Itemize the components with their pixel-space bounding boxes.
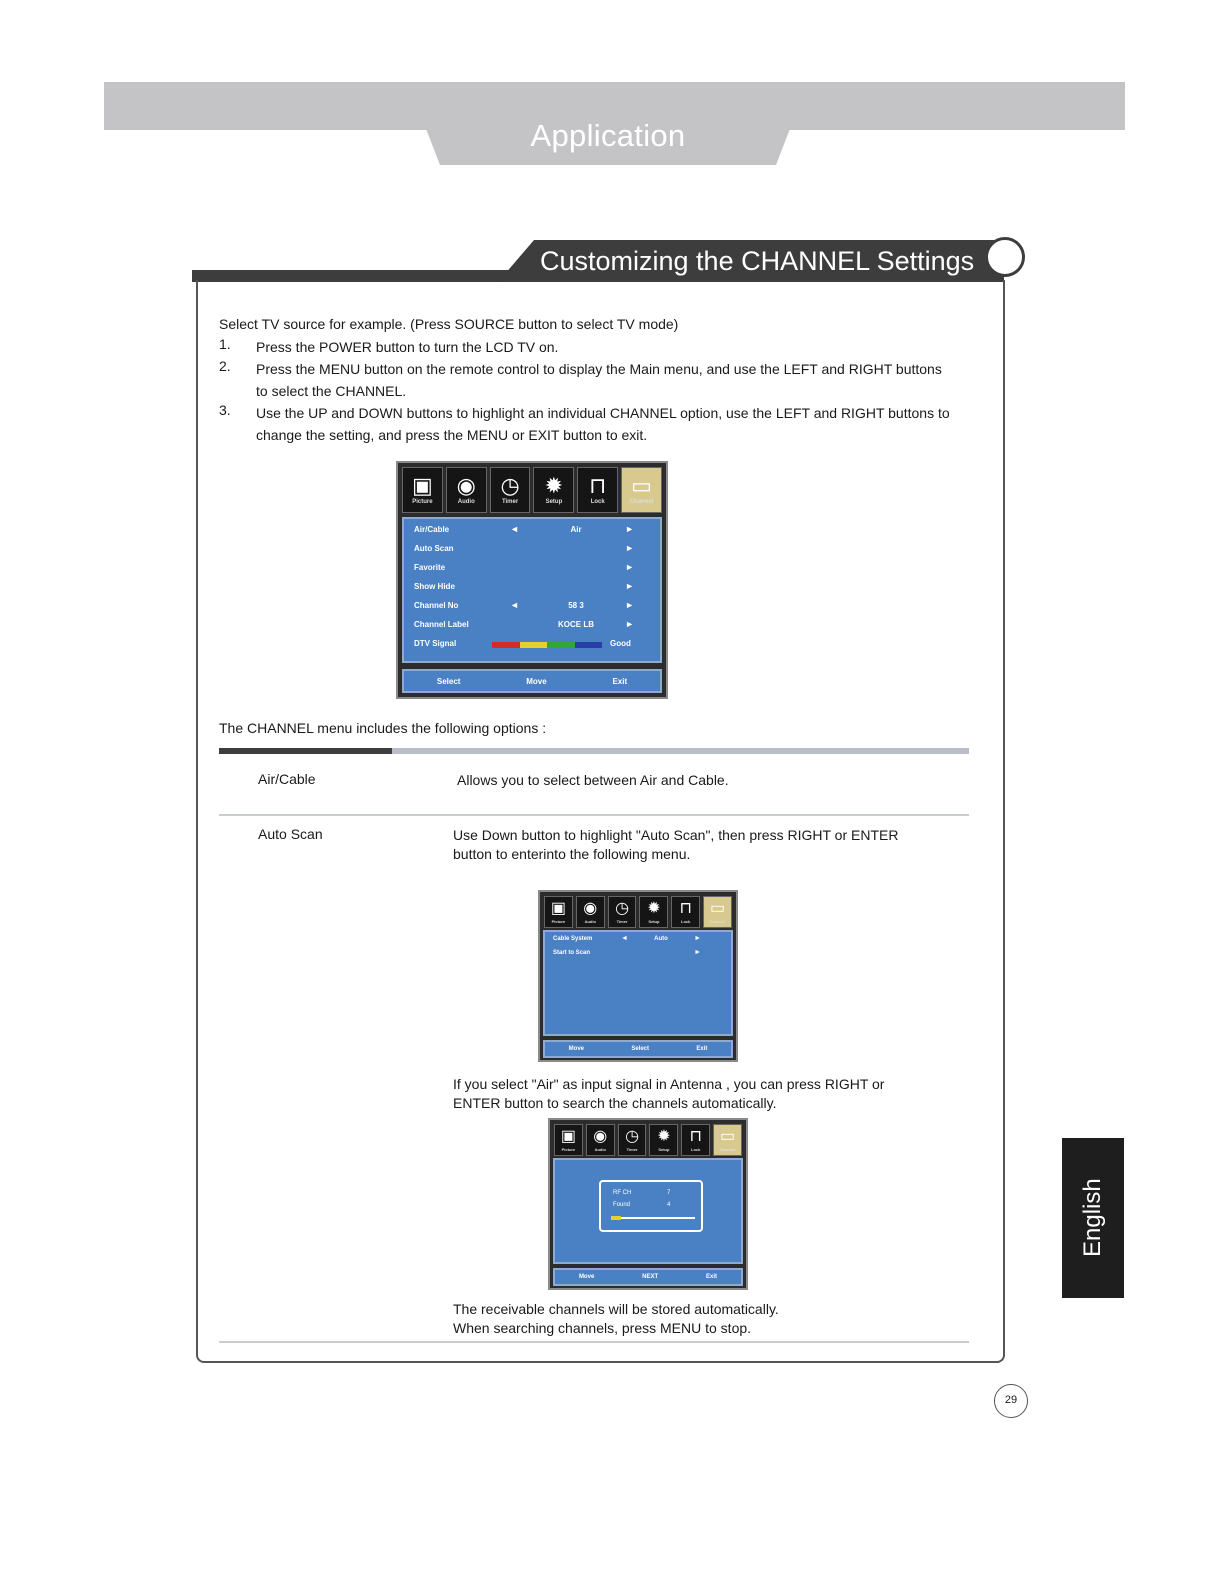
lock-icon: ⊓ Lock [681,1124,710,1156]
step-number: 1. [219,336,231,352]
menu-row-channel-label: Channel Label KOCE LB ► [414,619,634,629]
timer-icon: ◷ Timer [618,1124,647,1156]
footer-exit-hint: Exit [706,1274,718,1280]
options-header-line-dark [219,748,392,754]
picture-icon: ▣ Picture [554,1124,583,1156]
tv-menu-panel [543,930,733,1036]
found-label: Found [613,1202,631,1208]
menu-row-dtv-signal: DTV Signal Good [414,639,631,648]
audio-icon: ◉ Audio [586,1124,615,1156]
tv-menu-panel [553,1158,743,1264]
lock-icon: ⊓ Lock [577,467,618,513]
scan-progress-track [611,1217,695,1219]
tv-menu-footer [402,669,662,693]
tv-menu-footer [553,1268,743,1286]
step-text: Press the MENU button on the remote control to display the Main menu, and use the LEFT and RIGHT buttons to select the CHANNEL. [256,361,942,399]
menu-row-air-cable: Air/Cable ◄ Air ► [414,524,634,534]
setup-icon: ✹ Setup [649,1124,678,1156]
section-circle-icon [985,237,1025,277]
signal-quality-text: Good [610,639,631,648]
footer-move-hint: Move [568,1046,584,1052]
menu-row-start-to-scan: Start to Scan ► [553,949,701,956]
footer-move-hint: Move [526,676,547,686]
scan-progress-dialog [599,1180,703,1232]
found-value: 4 [667,1202,671,1208]
tv-menu-icon-bar [544,896,732,928]
step-number: 3. [219,402,231,418]
tv-menu-channel [396,461,668,699]
step-number: 2. [219,358,231,374]
menu-row-channel-no: Channel No ◄ 58 3 ► [414,600,634,610]
menu-row-auto-scan: Auto Scan ► [414,543,634,553]
final-note-line1: The receivable channels will be stored automatically. [453,1301,779,1317]
footer-exit-hint: Exit [696,1046,708,1052]
setup-icon: ✹ Setup [533,467,574,513]
option-name-auto-scan: Auto Scan [258,826,323,842]
tv-menu-footer [543,1040,733,1058]
signal-strength-bar [492,642,602,648]
final-note-line2: When searching channels, press MENU to stop. [453,1320,752,1336]
options-intro: The CHANNEL menu includes the following options : [219,720,547,736]
channel-icon: ▭ Channel [713,1124,742,1156]
intro-text: Select TV source for example. (Press SOURCE button to select TV mode) [219,316,679,332]
page-number: 29 [994,1384,1028,1418]
timer-icon: ◷ Timer [608,896,637,928]
step-text: Use the UP and DOWN buttons to highlight an individual CHANNEL option, use the LEFT and RIGHT buttons to change the setting, and press the MENU or EXIT button to exit. [256,405,950,443]
options-header-line-grey [392,748,969,754]
footer-select-hint: Select [436,676,461,686]
language-tab-label: English [1079,1178,1106,1258]
lock-icon: ⊓ Lock [671,896,700,928]
setup-icon: ✹ Setup [639,896,668,928]
timer-icon: ◷ Timer [490,467,531,513]
section-title: Customizing the CHANNEL Settings [540,246,975,276]
audio-icon: ◉ Audio [446,467,487,513]
air-scan-note: If you select "Air" as input signal in Antenna , you can press RIGHT or ENTER button to search the channels automatically. [453,1076,885,1111]
option-desc-auto-scan: Use Down button to highlight "Auto Scan", then press RIGHT or ENTER button to enterinto the following menu. [453,827,899,862]
footer-select-hint: Select [631,1046,649,1052]
tv-menu-panel [402,517,662,663]
scan-progress-fill [611,1216,621,1220]
rf-ch-label: RF CH [613,1190,632,1196]
option-desc-air-cable: Allows you to select between Air and Cable. [457,772,729,788]
tv-menu-icon-bar [402,467,662,513]
tv-menu-auto-scan [538,890,738,1062]
channel-icon: ▭ Channel [703,896,732,928]
channel-icon: ▭ Channel [621,467,662,513]
picture-icon: ▣ Picture [402,467,443,513]
divider [219,1341,969,1343]
picture-icon: ▣ Picture [544,896,573,928]
menu-row-favorite: Favorite ► [414,562,634,572]
menu-row-cable-system: Cable System ◄ Auto ► [553,935,701,942]
option-name-air-cable: Air/Cable [258,771,316,787]
step-text: Press the POWER button to turn the LCD TV on. [256,339,559,355]
tv-menu-scanning [548,1118,748,1290]
footer-exit-hint: Exit [612,676,628,686]
footer-move-hint: Move [578,1274,595,1280]
rf-ch-value: 7 [667,1190,671,1196]
tv-menu-icon-bar [554,1124,742,1156]
footer-next-hint: NEXT [642,1274,659,1280]
divider [219,814,969,816]
audio-icon: ◉ Audio [576,896,605,928]
menu-row-show-hide: Show Hide ► [414,581,634,591]
page-title: Application [530,118,686,153]
